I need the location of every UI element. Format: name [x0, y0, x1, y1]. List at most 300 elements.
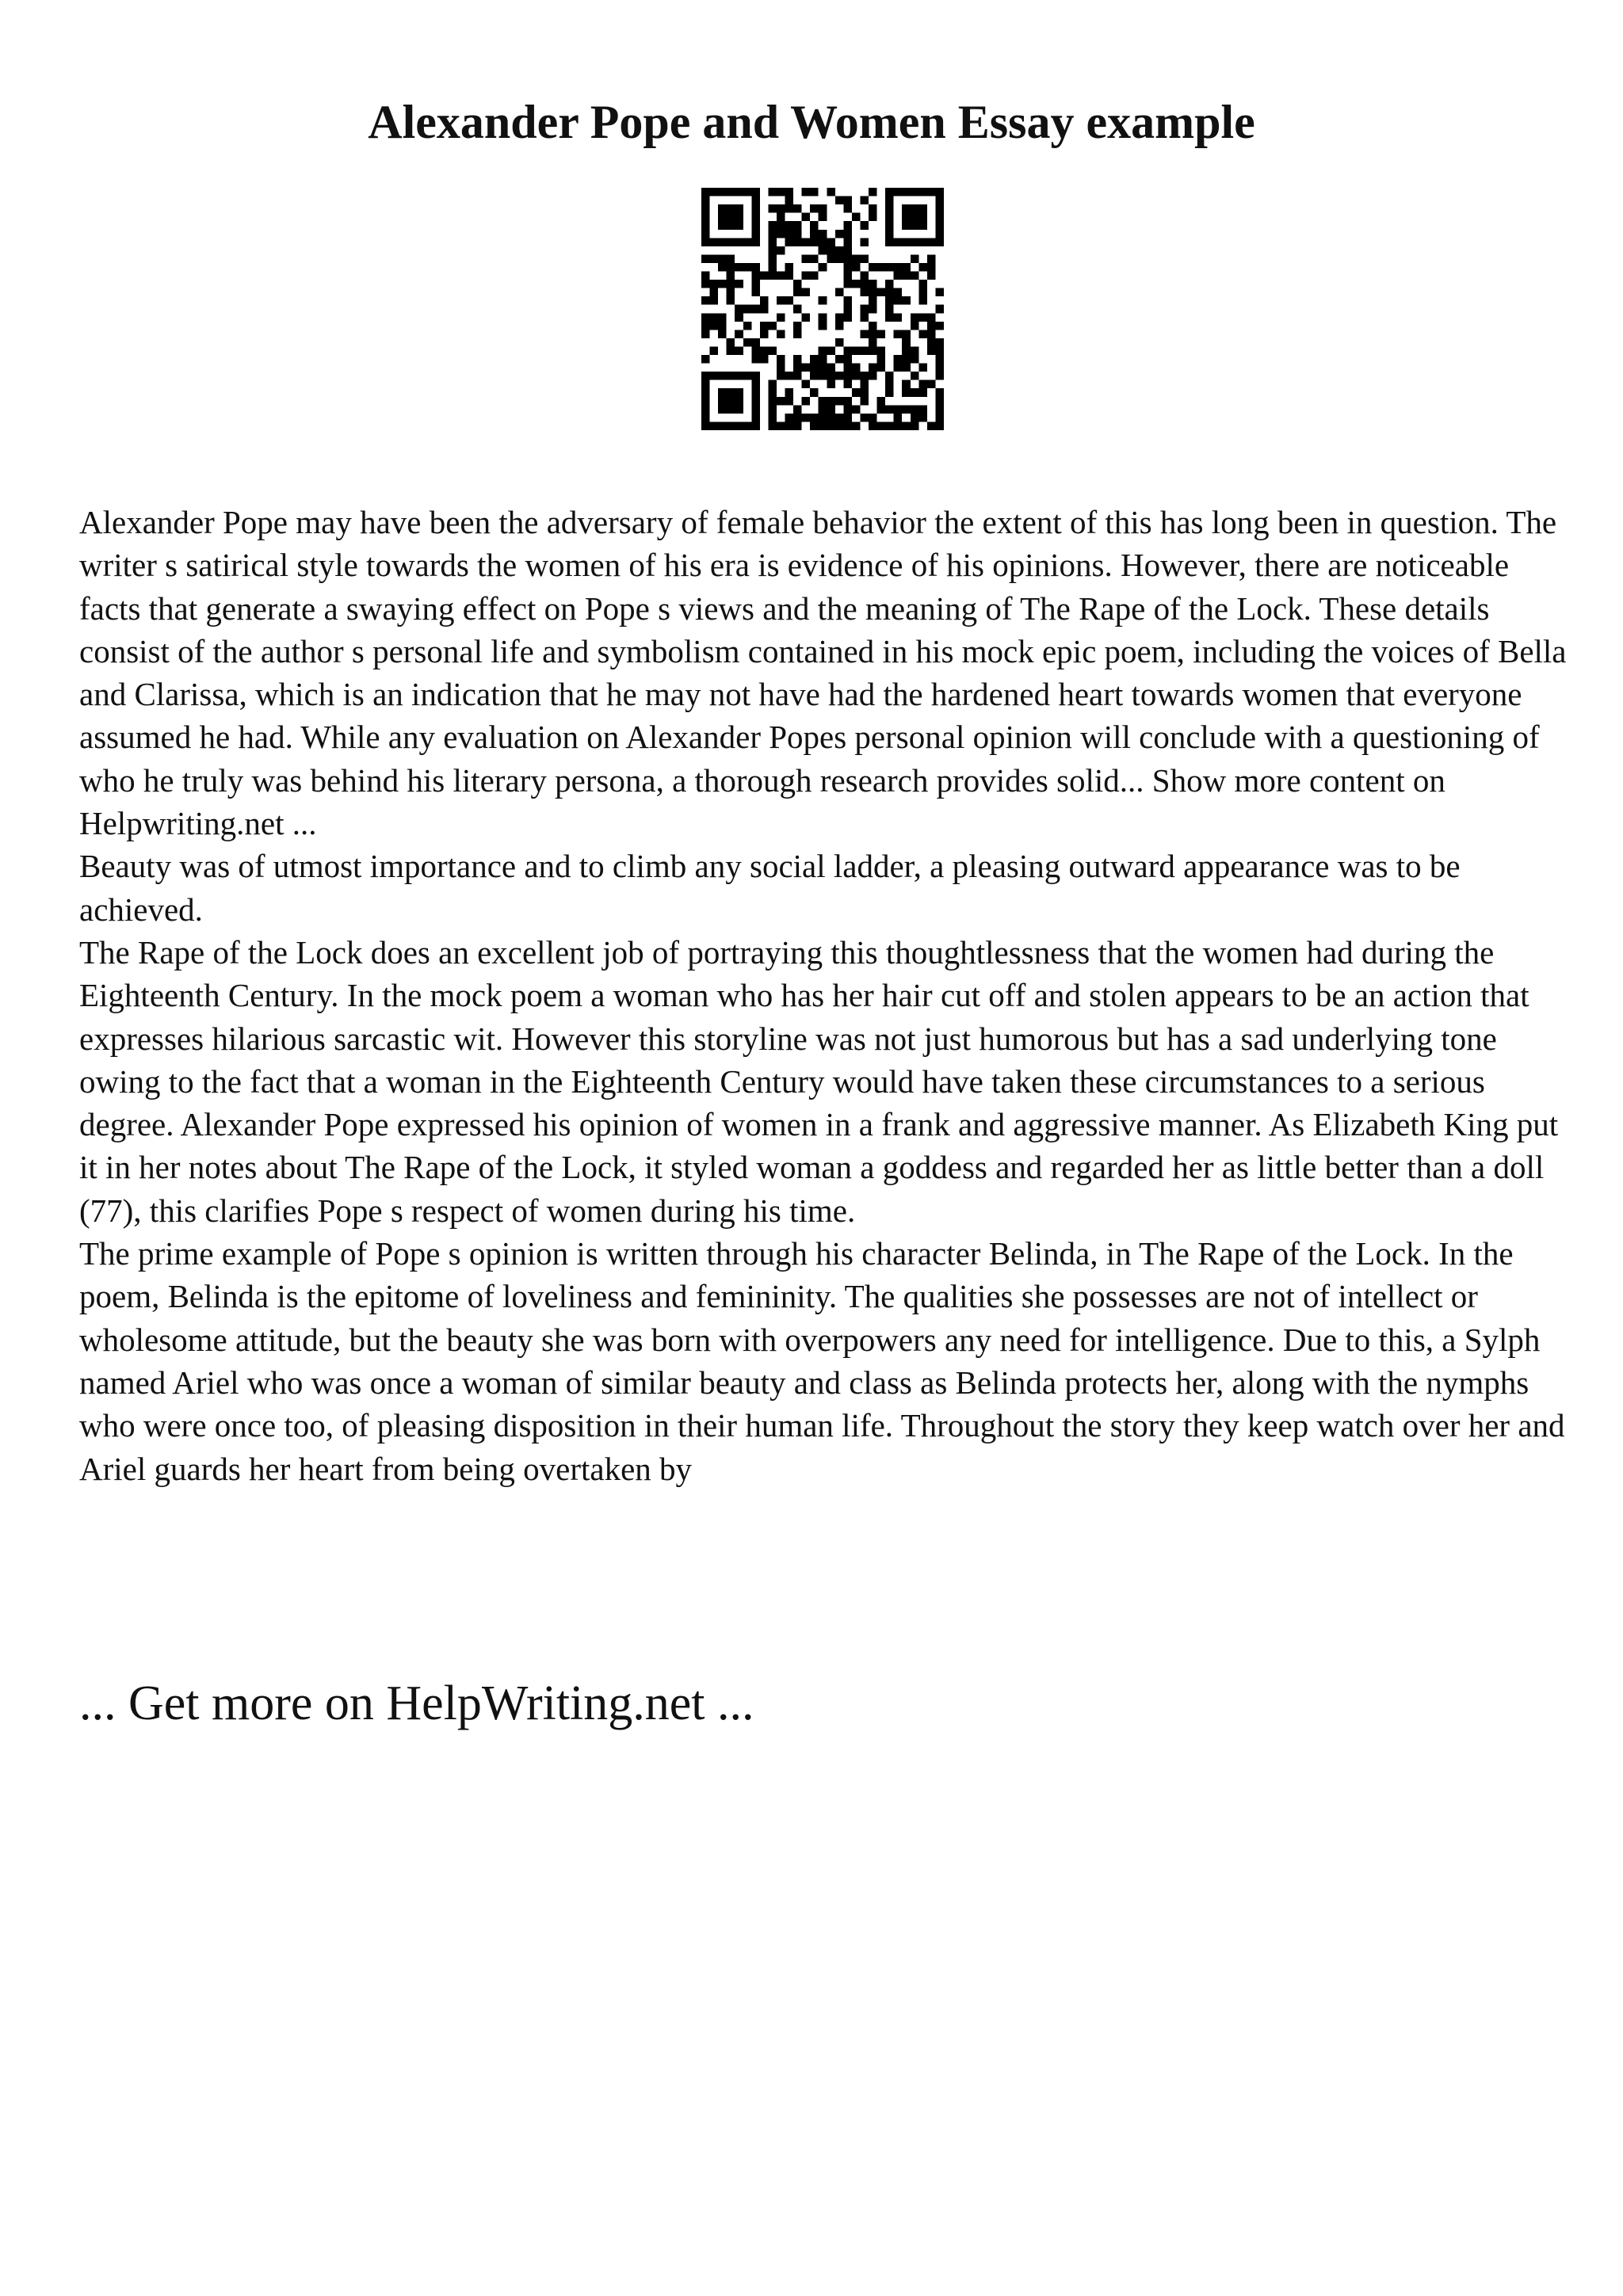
qr-module — [843, 346, 852, 355]
qr-module — [852, 213, 861, 222]
qr-module — [835, 196, 844, 205]
qr-module — [718, 397, 727, 406]
qr-module — [701, 421, 710, 430]
qr-module — [843, 405, 852, 414]
qr-module — [777, 364, 785, 372]
essay-body — [79, 501, 1569, 1490]
qr-module — [751, 280, 760, 288]
qr-module — [735, 213, 743, 222]
qr-module — [911, 313, 919, 322]
qr-module — [768, 254, 777, 263]
qr-module — [760, 346, 769, 355]
qr-module — [735, 330, 743, 338]
qr-module — [935, 322, 944, 330]
get-more-link[interactable]: ... Get more on HelpWriting.net ... — [79, 1676, 754, 1730]
qr-module — [727, 405, 735, 414]
qr-module — [869, 414, 877, 422]
qr-module — [727, 288, 735, 297]
qr-module — [819, 204, 827, 213]
qr-module — [911, 372, 919, 380]
qr-module — [760, 355, 769, 364]
qr-module — [735, 405, 743, 414]
qr-module — [701, 188, 710, 196]
qr-module — [877, 330, 886, 338]
qr-module — [793, 305, 802, 314]
qr-module — [843, 372, 852, 380]
qr-module — [777, 296, 785, 305]
qr-module — [785, 238, 794, 246]
qr-module — [751, 346, 760, 355]
qr-module — [885, 421, 894, 430]
qr-module — [927, 188, 936, 196]
qr-module — [751, 305, 760, 314]
qr-module — [927, 421, 936, 430]
qr-module — [768, 346, 777, 355]
qr-module — [751, 380, 760, 389]
qr-module — [793, 405, 802, 414]
qr-module — [935, 288, 944, 297]
qr-module — [827, 397, 835, 406]
qr-module — [860, 330, 869, 338]
qr-module — [802, 238, 811, 246]
qr-module — [894, 405, 903, 414]
qr-module — [743, 338, 752, 347]
qr-module — [860, 313, 869, 322]
qr-module — [935, 230, 944, 238]
qr-module — [718, 263, 727, 272]
qr-module — [710, 254, 719, 263]
qr-module — [869, 305, 877, 314]
qr-module — [777, 221, 785, 230]
qr-module — [927, 313, 936, 322]
qr-module — [810, 372, 819, 380]
qr-module — [718, 221, 727, 230]
qr-module — [843, 196, 852, 205]
qr-module — [877, 405, 886, 414]
qr-module — [710, 188, 719, 196]
qr-module — [902, 330, 911, 338]
qr-module — [885, 296, 894, 305]
qr-module — [751, 196, 760, 205]
qr-module — [935, 421, 944, 430]
qr-module — [810, 388, 819, 397]
qr-module — [860, 221, 869, 230]
qr-module — [743, 305, 752, 314]
qr-module — [727, 272, 735, 280]
qr-module — [843, 397, 852, 406]
qr-module — [793, 330, 802, 338]
qr-module — [701, 230, 710, 238]
qr-module — [843, 263, 852, 272]
qr-module — [735, 238, 743, 246]
qr-module — [835, 322, 844, 330]
qr-module — [918, 364, 927, 372]
qr-module — [718, 372, 727, 380]
qr-module — [701, 313, 710, 322]
qr-module — [701, 238, 710, 246]
qr-module — [918, 204, 927, 213]
qr-module — [902, 272, 911, 280]
qr-module — [911, 221, 919, 230]
qr-module — [827, 372, 835, 380]
qr-module — [819, 296, 827, 305]
qr-module — [802, 288, 811, 297]
qr-module — [819, 213, 827, 222]
qr-module — [777, 204, 785, 213]
qr-module — [727, 421, 735, 430]
qr-module — [902, 204, 911, 213]
qr-module — [793, 421, 802, 430]
qr-module — [843, 254, 852, 263]
qr-module — [819, 355, 827, 364]
qr-module — [843, 238, 852, 246]
qr-module — [810, 188, 819, 196]
qr-module — [727, 346, 735, 355]
qr-module — [768, 405, 777, 414]
qr-module — [802, 313, 811, 322]
qr-module — [768, 188, 777, 196]
qr-module — [911, 188, 919, 196]
qr-module — [743, 322, 752, 330]
qr-module — [918, 263, 927, 272]
qr-module — [911, 254, 919, 263]
qr-module — [810, 221, 819, 230]
qr-module — [869, 280, 877, 288]
qr-module — [785, 221, 794, 230]
qr-module — [727, 397, 735, 406]
qr-module — [810, 364, 819, 372]
qr-module — [860, 272, 869, 280]
qr-module — [777, 188, 785, 196]
qr-module — [835, 397, 844, 406]
qr-module — [902, 221, 911, 230]
qr-module — [751, 272, 760, 280]
qr-module — [785, 196, 794, 205]
qr-module — [701, 380, 710, 389]
qr-module — [735, 346, 743, 355]
qr-module — [768, 380, 777, 389]
qr-module — [894, 364, 903, 372]
qr-module — [902, 213, 911, 222]
qr-module — [860, 305, 869, 314]
qr-module — [869, 338, 877, 347]
qr-module — [701, 296, 710, 305]
qr-module — [918, 405, 927, 414]
qr-module — [927, 322, 936, 330]
qr-module — [885, 188, 894, 196]
qr-module — [885, 238, 894, 246]
qr-module — [727, 388, 735, 397]
qr-module — [843, 355, 852, 364]
qr-module — [751, 414, 760, 422]
qr-module — [777, 230, 785, 238]
qr-module — [927, 346, 936, 355]
qr-module — [869, 330, 877, 338]
qr-module — [860, 414, 869, 422]
qr-module — [777, 313, 785, 322]
qr-module — [785, 414, 794, 422]
qr-module — [802, 254, 811, 263]
qr-module — [718, 313, 727, 322]
qr-module — [827, 188, 835, 196]
qr-module — [894, 238, 903, 246]
qr-module — [768, 238, 777, 246]
qr-module — [735, 221, 743, 230]
qr-module — [935, 305, 944, 314]
qr-module — [768, 421, 777, 430]
qr-module — [701, 204, 710, 213]
qr-module — [918, 188, 927, 196]
qr-module — [927, 254, 936, 263]
qr-module — [877, 346, 886, 355]
qr-module — [877, 263, 886, 272]
qr-module — [843, 414, 852, 422]
qr-module — [827, 238, 835, 246]
qr-module — [718, 213, 727, 222]
qr-module — [843, 380, 852, 389]
qr-module — [843, 221, 852, 230]
qr-module — [894, 296, 903, 305]
qr-module — [701, 254, 710, 263]
qr-module — [827, 364, 835, 372]
qr-module — [819, 322, 827, 330]
qr-module — [885, 405, 894, 414]
qr-module — [935, 221, 944, 230]
qr-module — [860, 196, 869, 205]
qr-module — [810, 254, 819, 263]
qr-module — [827, 380, 835, 389]
qr-module — [852, 254, 861, 263]
qr-module — [727, 280, 735, 288]
qr-module — [751, 230, 760, 238]
qr-module — [894, 288, 903, 297]
qr-module — [902, 388, 911, 397]
qr-module — [827, 421, 835, 430]
essay-paragraph: Beauty was of utmost importance and to climb any social ladder, a pleasing outward appearance was to be achieved. — [79, 848, 1461, 928]
qr-module — [852, 405, 861, 414]
qr-module — [843, 313, 852, 322]
qr-module — [894, 313, 903, 322]
qr-module — [727, 221, 735, 230]
qr-module — [877, 288, 886, 297]
qr-module — [827, 405, 835, 414]
qr-module — [785, 388, 794, 397]
qr-module — [869, 296, 877, 305]
qr-module — [935, 346, 944, 355]
qr-module — [935, 405, 944, 414]
qr-module — [793, 238, 802, 246]
qr-module — [710, 238, 719, 246]
qr-module — [727, 263, 735, 272]
qr-module — [885, 263, 894, 272]
qr-module — [902, 405, 911, 414]
qr-module — [918, 313, 927, 322]
qr-module — [835, 338, 844, 347]
qr-module — [777, 272, 785, 280]
qr-module — [793, 204, 802, 213]
qr-module — [785, 397, 794, 406]
qr-module — [869, 346, 877, 355]
qr-module — [885, 380, 894, 389]
qr-module — [710, 372, 719, 380]
qr-module — [935, 414, 944, 422]
qr-module — [877, 364, 886, 372]
qr-module — [885, 204, 894, 213]
qr-module — [918, 238, 927, 246]
qr-module — [852, 364, 861, 372]
qr-module — [852, 421, 861, 430]
qr-module — [727, 213, 735, 222]
qr-module — [718, 405, 727, 414]
qr-module — [810, 230, 819, 238]
qr-module — [869, 288, 877, 297]
qr-module — [918, 296, 927, 305]
qr-module — [819, 397, 827, 406]
qr-module — [843, 246, 852, 255]
qr-module — [869, 421, 877, 430]
qr-module — [701, 330, 710, 338]
qr-module — [802, 188, 811, 196]
qr-module — [810, 414, 819, 422]
qr-module — [843, 204, 852, 213]
qr-module — [802, 213, 811, 222]
qr-module — [911, 414, 919, 422]
qr-module — [885, 280, 894, 288]
qr-module — [802, 397, 811, 406]
qr-module — [718, 322, 727, 330]
qr-module — [860, 346, 869, 355]
qr-module — [819, 364, 827, 372]
qr-module — [760, 296, 769, 305]
qr-module — [793, 230, 802, 238]
qr-module — [835, 414, 844, 422]
qr-module — [710, 346, 719, 355]
qr-module — [701, 405, 710, 414]
qr-module — [785, 296, 794, 305]
essay-paragraph: Alexander Pope may have been the adversary of female behavior the extent of this has long been in question. The writer s satirical style towards the women of his era is evidence of his opinions. However, there are noticeable facts that generate a swaying effect on Pope s views and the meaning of The Rape of the Lock. These details consist of the author s personal life and symbolism contained in his mock epic poem, including the voices of Bella and Clarissa, which is an indication that he may not have had the hardened heart towards women that everyone assumed he had. While any evaluation on Alexander Popes personal opinion will conclude with a questioning of who he truly was behind his literary persona, a thorough research provides solid... Show more content on Helpwriting.net ... — [79, 504, 1567, 842]
qr-module — [710, 313, 719, 322]
qr-module — [768, 263, 777, 272]
qr-module — [911, 388, 919, 397]
qr-module — [777, 213, 785, 222]
qr-module — [918, 380, 927, 389]
qr-module — [935, 188, 944, 196]
qr-module — [927, 380, 936, 389]
qr-module — [751, 213, 760, 222]
qr-module — [894, 272, 903, 280]
qr-module — [885, 388, 894, 397]
qr-module — [743, 372, 752, 380]
qr-module — [760, 322, 769, 330]
qr-module — [819, 421, 827, 430]
qr-module — [860, 254, 869, 263]
qr-module — [768, 397, 777, 406]
qr-module — [835, 254, 844, 263]
qr-module — [793, 372, 802, 380]
qr-module — [751, 263, 760, 272]
qr-module — [927, 272, 936, 280]
qr-module — [902, 296, 911, 305]
qr-module — [835, 372, 844, 380]
qr-module — [827, 414, 835, 422]
qr-module — [885, 221, 894, 230]
qr-module — [902, 421, 911, 430]
qr-module — [701, 397, 710, 406]
qr-module — [718, 421, 727, 430]
qr-module — [727, 204, 735, 213]
qr-module — [852, 280, 861, 288]
qr-module — [869, 322, 877, 330]
qr-module — [751, 397, 760, 406]
qr-module — [902, 263, 911, 272]
qr-module — [727, 238, 735, 246]
qr-module — [902, 355, 911, 364]
qr-module — [735, 397, 743, 406]
qr-module — [935, 397, 944, 406]
qr-module — [701, 213, 710, 222]
qr-module — [877, 421, 886, 430]
qr-module — [894, 355, 903, 364]
qr-module — [785, 188, 794, 196]
qr-module — [777, 330, 785, 338]
qr-module — [935, 338, 944, 347]
qr-module — [869, 213, 877, 222]
qr-module — [735, 188, 743, 196]
qr-module — [935, 196, 944, 205]
document-title: Alexander Pope and Women Essay example — [368, 96, 1255, 148]
qr-module — [843, 421, 852, 430]
qr-module — [810, 272, 819, 280]
qr-module — [727, 338, 735, 347]
qr-module — [701, 414, 710, 422]
qr-module — [735, 421, 743, 430]
qr-module — [810, 355, 819, 364]
qr-module — [894, 414, 903, 422]
qr-code — [701, 188, 944, 430]
qr-module — [927, 238, 936, 246]
qr-module — [793, 288, 802, 297]
qr-module — [885, 288, 894, 297]
qr-module — [751, 204, 760, 213]
qr-module — [852, 263, 861, 272]
qr-module — [911, 421, 919, 430]
qr-module — [911, 322, 919, 330]
qr-module — [743, 238, 752, 246]
qr-module — [843, 305, 852, 314]
qr-module — [743, 263, 752, 272]
qr-module — [701, 196, 710, 205]
qr-module — [860, 238, 869, 246]
qr-module — [860, 397, 869, 406]
qr-module — [819, 246, 827, 255]
qr-module — [701, 372, 710, 380]
qr-module — [718, 330, 727, 338]
qr-module — [819, 414, 827, 422]
qr-module — [885, 230, 894, 238]
qr-module — [860, 388, 869, 397]
qr-module — [819, 372, 827, 380]
qr-module — [894, 188, 903, 196]
qr-module — [918, 388, 927, 397]
qr-module — [718, 280, 727, 288]
qr-module — [869, 372, 877, 380]
qr-module — [918, 330, 927, 338]
qr-module — [835, 313, 844, 322]
qr-module — [701, 355, 710, 364]
qr-module — [835, 246, 844, 255]
qr-module — [911, 355, 919, 364]
qr-module — [827, 246, 835, 255]
